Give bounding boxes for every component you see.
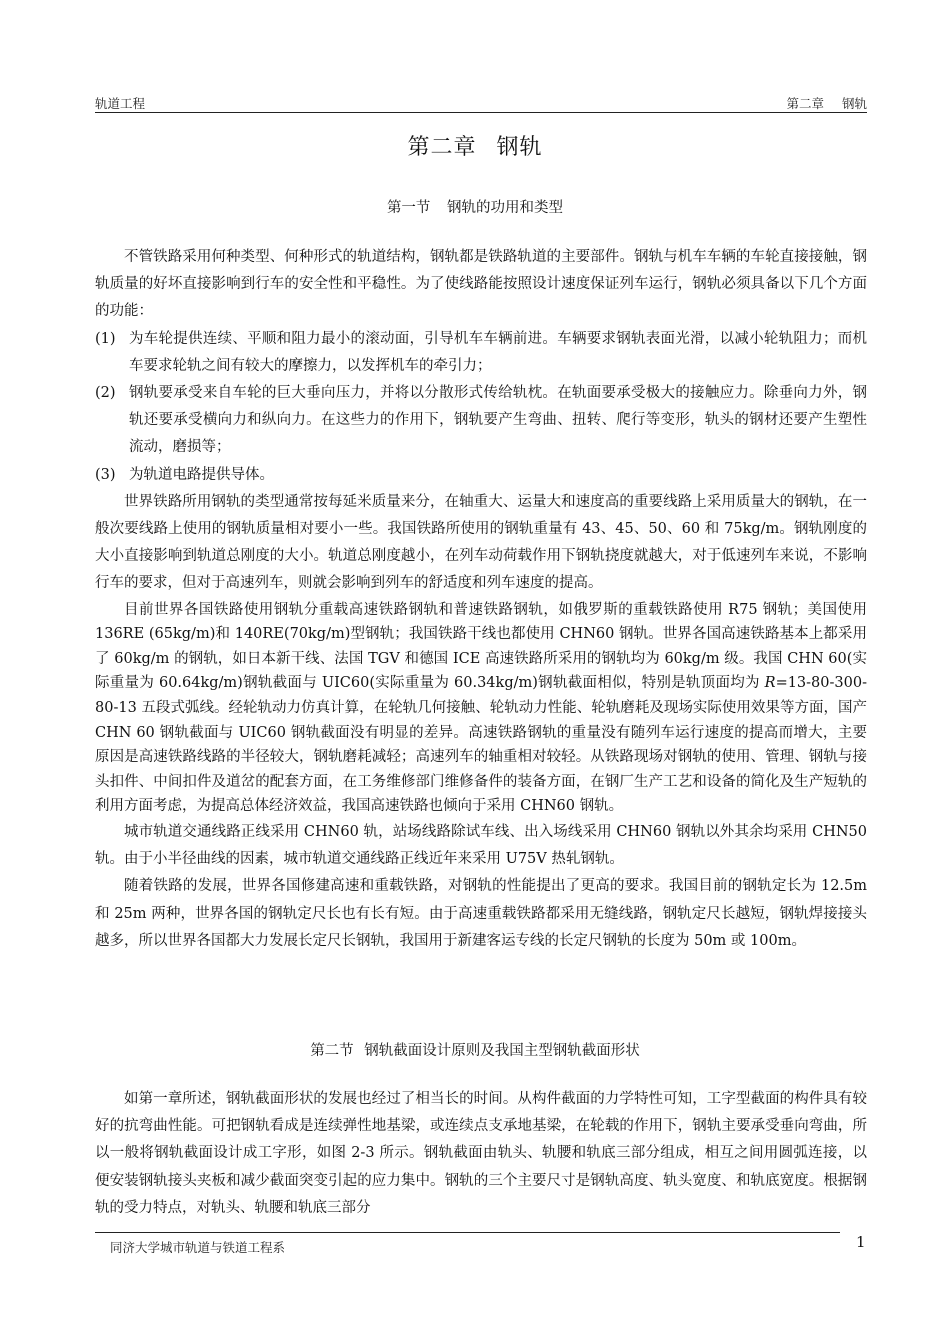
list-item — [95, 326, 867, 380]
section-title: 第一节 钢轨的功用和类型 — [386, 200, 564, 216]
paragraph: 如第一章所述，钢轨截面形状的发展也经过了相当长的时间。从构件截面的力学特性可知，工字型截面的构件具有较好的抗弯曲性能。可把钢轨看成是连续弹性地基梁，或连续点支承地基梁，在轮载的作用下，钢轨主要承受垂向弯曲，所以一般将钢轨截面设计成工字形，如图 2-3 所示。钢轨截面由轨头、轨腰和轨底三部分组成，相互之间用圆弧连接，以便安装钢轨接头夹板和减少截面突变引起的应力集中。钢轨的三个主要尺寸是钢轨高度、轨头宽度、和轨底宽度。根据钢轨的受力特点，对轨头、轨腰和轨底三部分 — [95, 1091, 867, 1216]
footer-rule — [95, 1232, 840, 1233]
chapter-title: 第二章 钢轨 — [407, 135, 543, 160]
text-run: 目前世界各国铁路使用钢轨分重载高速铁路钢轨和普速铁路钢轨，如俄罗斯的重载铁路使用 R75 钢轨；美国使用 136RE (65kg/m)和 140RE(70kg/m)型钢轨；我国铁路干线也都使用 CHN60 钢轨。世界各国高速铁路基本上都采用了 60kg/m 的钢轨，如日本新干线、法国 TGV 和德国 ICE 高速铁路所采用的钢轨均为 60kg/m 级。我国 CHN 60(实际重量为 60.64kg/m)钢轨截面与 UIC60(实际重量为 60.34kg/m)钢轨截面相似，特别是轨顶面均为 — [95, 601, 867, 692]
list-item — [95, 462, 867, 489]
paragraph — [95, 598, 867, 819]
section-body — [95, 244, 867, 955]
list-item — [95, 380, 867, 462]
paragraph: 世界铁路所用钢轨的类型通常按每延米质量来分，在轴重大、运量大和速度高的重要线路上采用质量大的钢轨，在一般次要线路上使用的钢轨质量相对要小一些。我国铁路所使用的钢轨重量有 43、45、50、60 和 75kg/m。钢轨刚度的大小直接影响到轨道总刚度的大小。轨道总刚度越小，在列车动荷载作用下钢轨挠度就越大，对于低速列车来说，不影响行车的要求，但对于高速列车，则就会影响到列车的舒适度和列车速度的提高。 — [95, 493, 867, 592]
list-item-number: (2) — [95, 385, 116, 402]
header-chapter: 第二章 钢轨 — [786, 96, 867, 111]
paragraph: 不管铁路采用何种类型、何种形式的轨道结构，钢轨都是铁路轨道的主要部件。钢轨与机车车辆的车轮直接接触，钢轨质量的好坏直接影响到行车的安全性和平稳性。为了使线路能按照设计速度保证列车运行，钢轨必须具备以下几个方面的功能： — [95, 249, 867, 320]
header-book-title: 轨道工程 — [95, 96, 146, 111]
section-title: 第二节 钢轨截面设计原则及我国主型钢轨截面形状 — [310, 1043, 640, 1059]
list-item-text: 为轨道电路提供导体。 — [129, 466, 274, 483]
list-item-text: 钢轨要承受来自车轮的巨大垂向压力，并将以分散形式传给轨枕。在轨面要承受极大的接触应力。除垂向力外，钢轨还要承受横向力和纵向力。在这些力的作用下，钢轨要产生弯曲、扭转、爬行等变形，轨头的钢材还要产生塑性流动，磨损等； — [129, 385, 867, 456]
page-number: 1 — [856, 1233, 866, 1251]
text-run: =13-80-300-80-13 五段式弧线。经轮轨动力仿真计算，在轮轨几何接触、轮轨动力性能、轮轨磨耗及现场实际使用效果等方面，国产 CHN 60 钢轨截面与 UIC60 钢轨截面没有明显的差异。高速铁路钢轨的重量没有随列车运行速度的提高而增大，主要原因是高速铁路线路的半径较大，钢轨磨耗减轻；高速列车的轴重相对较轻。从铁路现场对钢轨的使用、管理、钢轨与接头扣件、中间扣件及道岔的配套方面，在工务维修部门维修备件的装备方面，在钢厂生产工艺和设备的简化及生产短轨的利用方面考虑，为提高总体经济效益，我国高速铁路也倾向于采用 CHN60 钢轨。 — [95, 675, 867, 815]
paragraph: 城市轨道交通线路正线采用 CHN60 轨，站场线路除试车线、出入场线采用 CHN60 钢轨以外其余均采用 CHN50 轨。由于小半径曲线的因素，城市轨道交通线路正线近年来采用 U75V 热轧钢轨。 — [95, 823, 867, 868]
radius-symbol: R — [764, 675, 776, 692]
list-item-number: (3) — [95, 466, 116, 483]
paragraph: 随着铁路的发展，世界各国修建高速和重载铁路，对钢轨的性能提出了更高的要求。我国目前的钢轨定长为 12.5m 和 25m 两种，世界各国的钢轨定尺长也有长有短。由于高速重载铁路都采用无缝线路，钢轨定尺长越短，钢轨焊接接头越多，所以世界各国都大力发展长定尺长钢轨，我国用于新建客运专线的长定尺钢轨的长度为 50m 或 100m。 — [95, 878, 867, 949]
section-body — [95, 1086, 867, 1222]
running-header — [95, 92, 867, 113]
list-item-text: 为车轮提供连续、平顺和阻力最小的滚动面，引导机车车辆前进。车辆要求钢轨表面光滑，以减小轮轨阻力；而机车要求轮轨之间有较大的摩擦力，以发挥机车的牵引力； — [129, 330, 867, 374]
footer-department: 同济大学城市轨道与铁道工程系 — [110, 1240, 286, 1255]
list-item-number: (1) — [95, 330, 116, 347]
